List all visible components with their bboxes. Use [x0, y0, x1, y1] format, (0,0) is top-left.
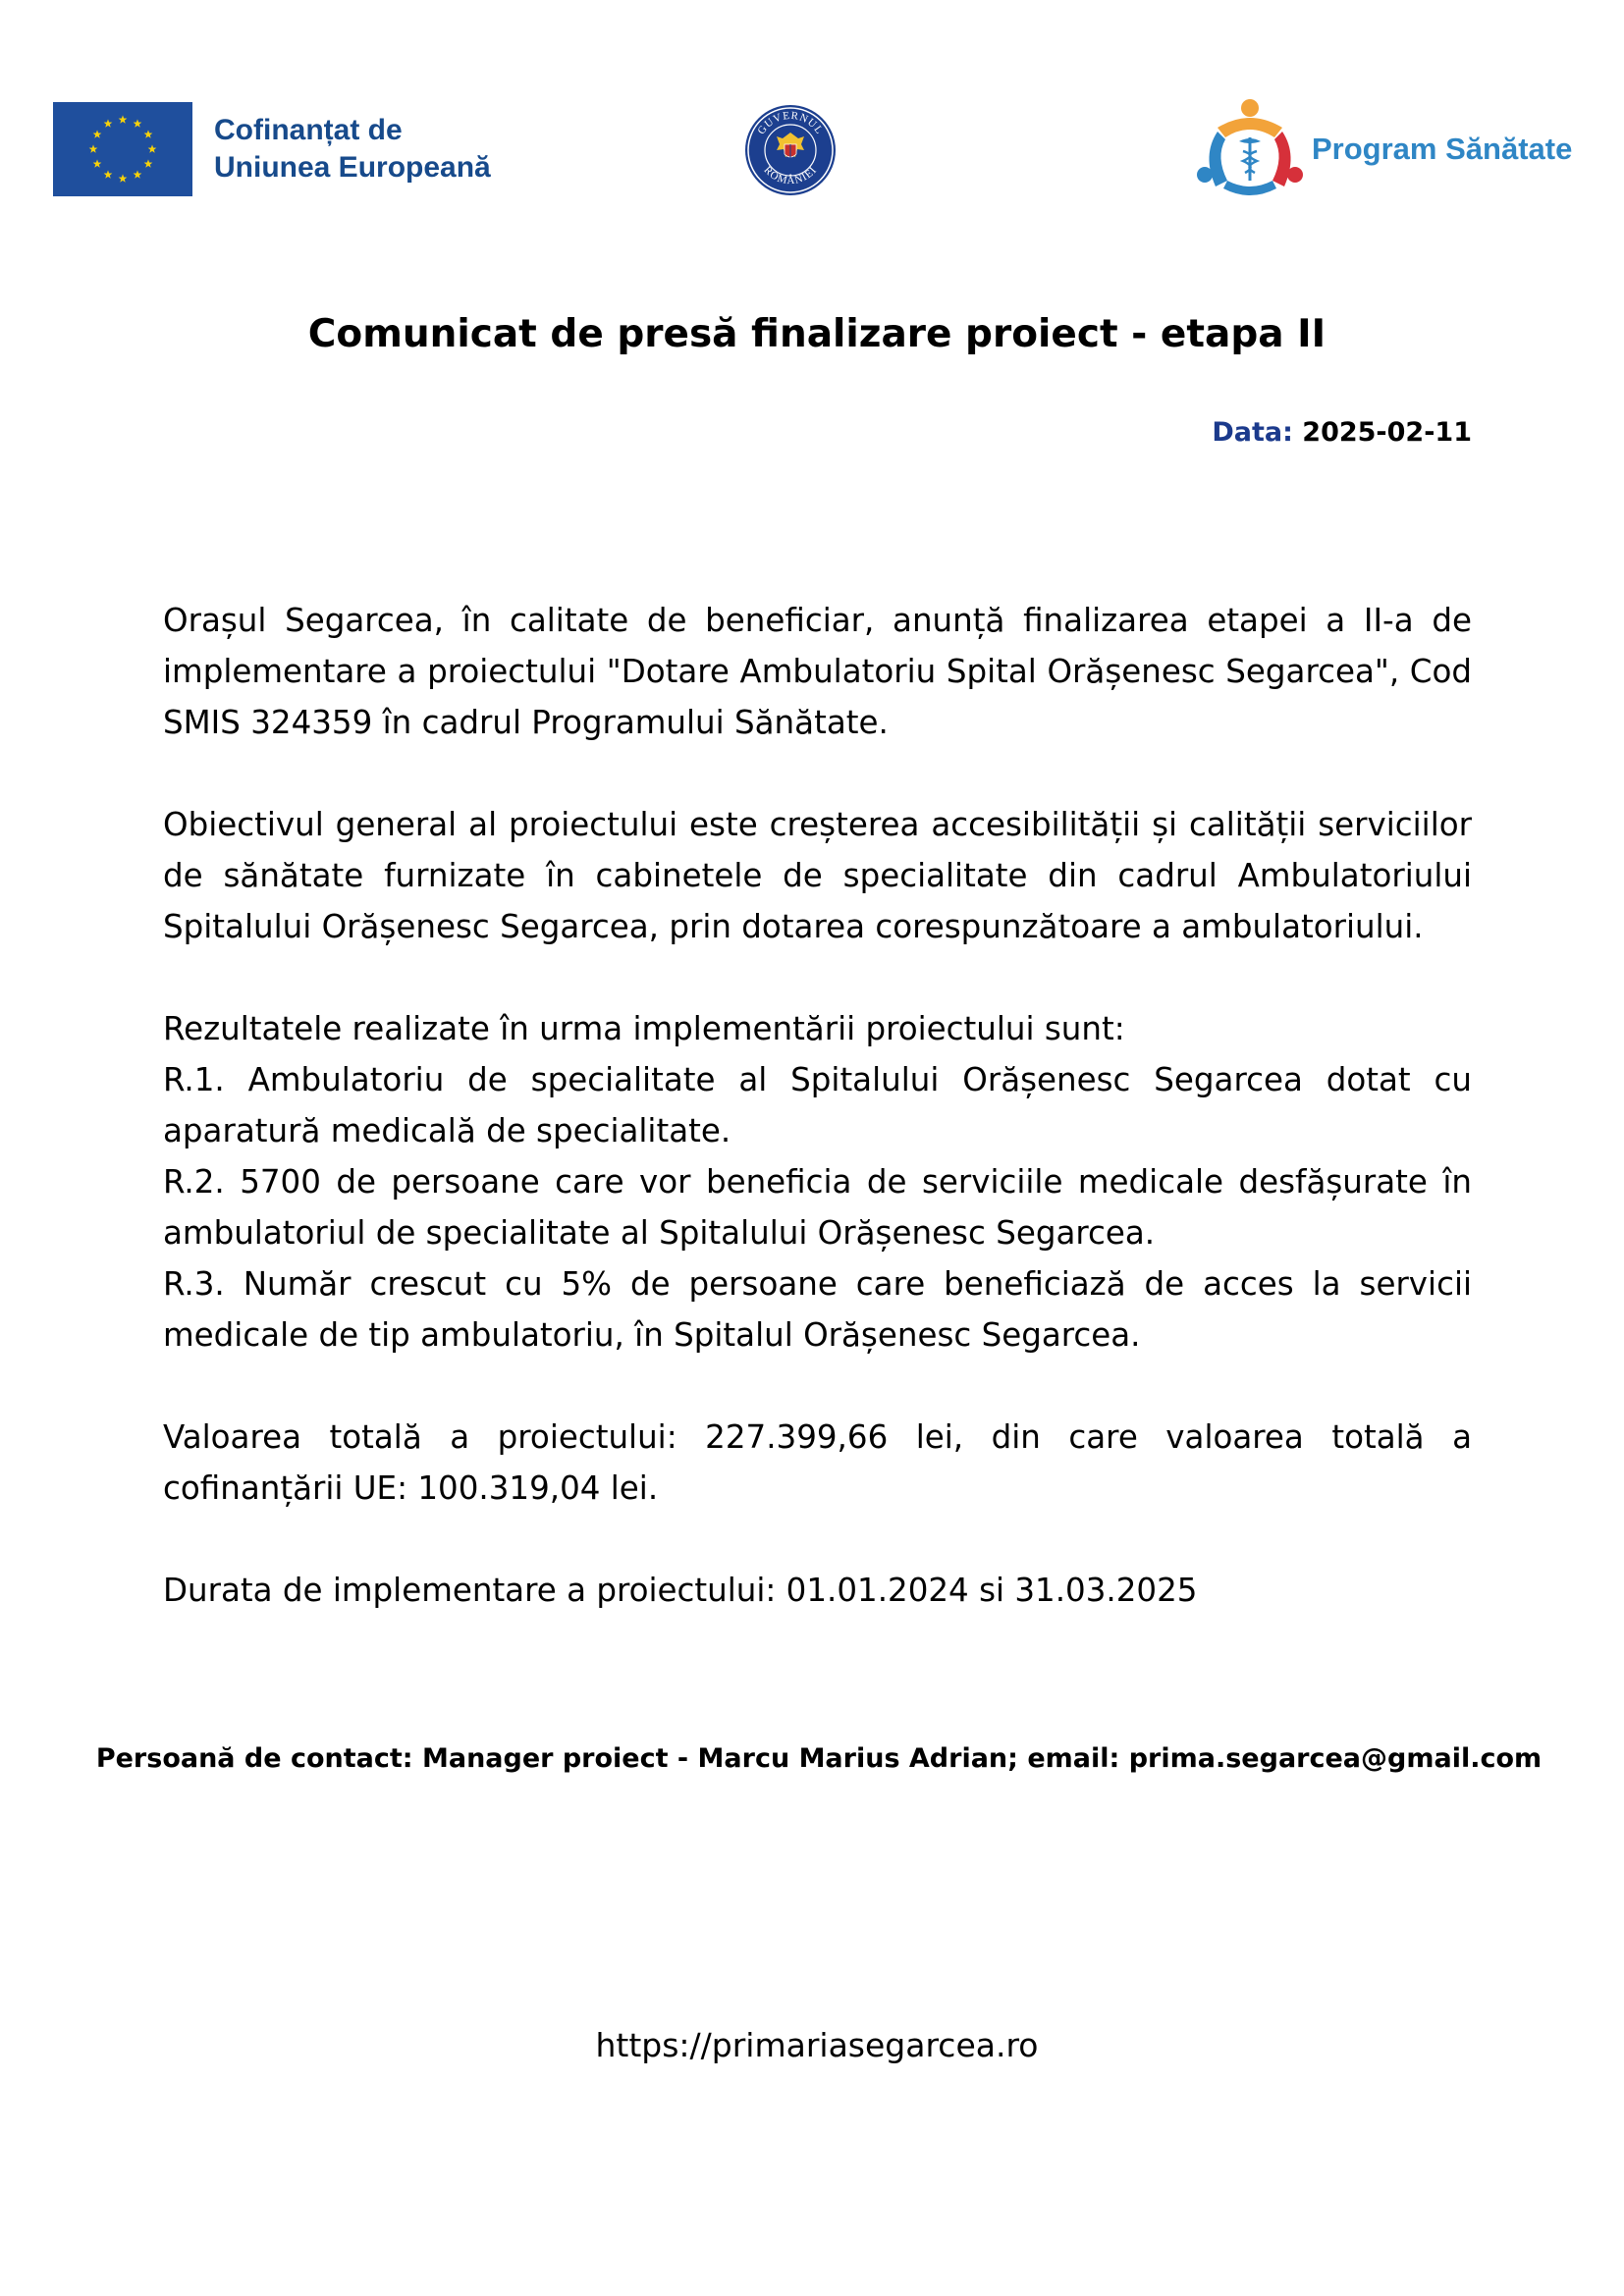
result-item: R.2. 5700 de persoane care vor beneficia de serviciile medicale desfășurate în ambulatoriul de specialitate al Spitalului Orășenesc Segarcea. [163, 1163, 1472, 1252]
program-sanatate-text: Program Sănătate [1312, 132, 1573, 166]
eu-logo-text [214, 112, 491, 187]
result-item: R.1. Ambulatoriu de specialitate al Spitalului Orășenesc Segarcea dotat cu aparatură medicală de specialitate. [163, 1061, 1472, 1149]
program-sanatate-logo [1196, 98, 1572, 200]
result-item: R.3. Număr crescut cu 5% de persoane care beneficiază de acces la servicii medicale de tip ambulatoriu, în Spitalul Orășenesc Segarcea. [163, 1265, 1472, 1354]
eu-logo-line1: Cofinanțat de [214, 114, 403, 146]
seal-top-text: GUVERNUL [755, 109, 826, 137]
objective-paragraph: Obiectivul general al proiectului este creșterea accesibilității și calității serviciilor de sănătate furnizate în cabinetele de specialitate din cadrul Ambulatoriului Spitalului Orășenesc Segarcea, prin dotarea corespunzătoare a ambulatoriului. [163, 806, 1472, 945]
value-paragraph: Valoarea totală a proiectului: 227.399,66 lei, din care valoarea totală a cofinanțării UE: 100.319,04 lei. [163, 1418, 1472, 1507]
eu-cofunding-logo [53, 102, 491, 196]
eu-logo-line2: Uniunea Europeană [214, 151, 491, 184]
intro-paragraph: Orașul Segarcea, în calitate de beneficiar, anunță finalizarea etapei a II-a de implementare a proiectului "Dotare Ambulatoriu Spital Orășenesc Segarcea", Cod SMIS 324359 în cadrul Programului Sănătate. [163, 602, 1472, 741]
footer-website-url: https://primariasegarcea.ro [595, 2026, 1039, 2064]
program-sanatate-figures-icon [1196, 98, 1304, 200]
document-title: Comunicat de presă finalizare proiect - etapa II [307, 312, 1326, 356]
results-heading: Rezultatele realizate în urma implementării proiectului sunt: [163, 1010, 1125, 1047]
seal-bottom-text: ROMÂNIEI [761, 164, 820, 187]
duration-paragraph: Durata de implementare a proiectului: 01.01.2024 si 31.03.2025 [163, 1572, 1198, 1609]
document-body [163, 595, 1472, 1616]
date-label: Data: [1212, 417, 1293, 448]
eu-flag-icon [53, 102, 192, 196]
government-seal-icon [743, 103, 838, 197]
document-date [1212, 417, 1472, 448]
contact-line: Persoană de contact: Manager proiect - Marcu Marius Adrian; email: prima.segarcea@gmail.com [95, 1743, 1543, 1774]
date-value: 2025-02-11 [1302, 417, 1472, 448]
